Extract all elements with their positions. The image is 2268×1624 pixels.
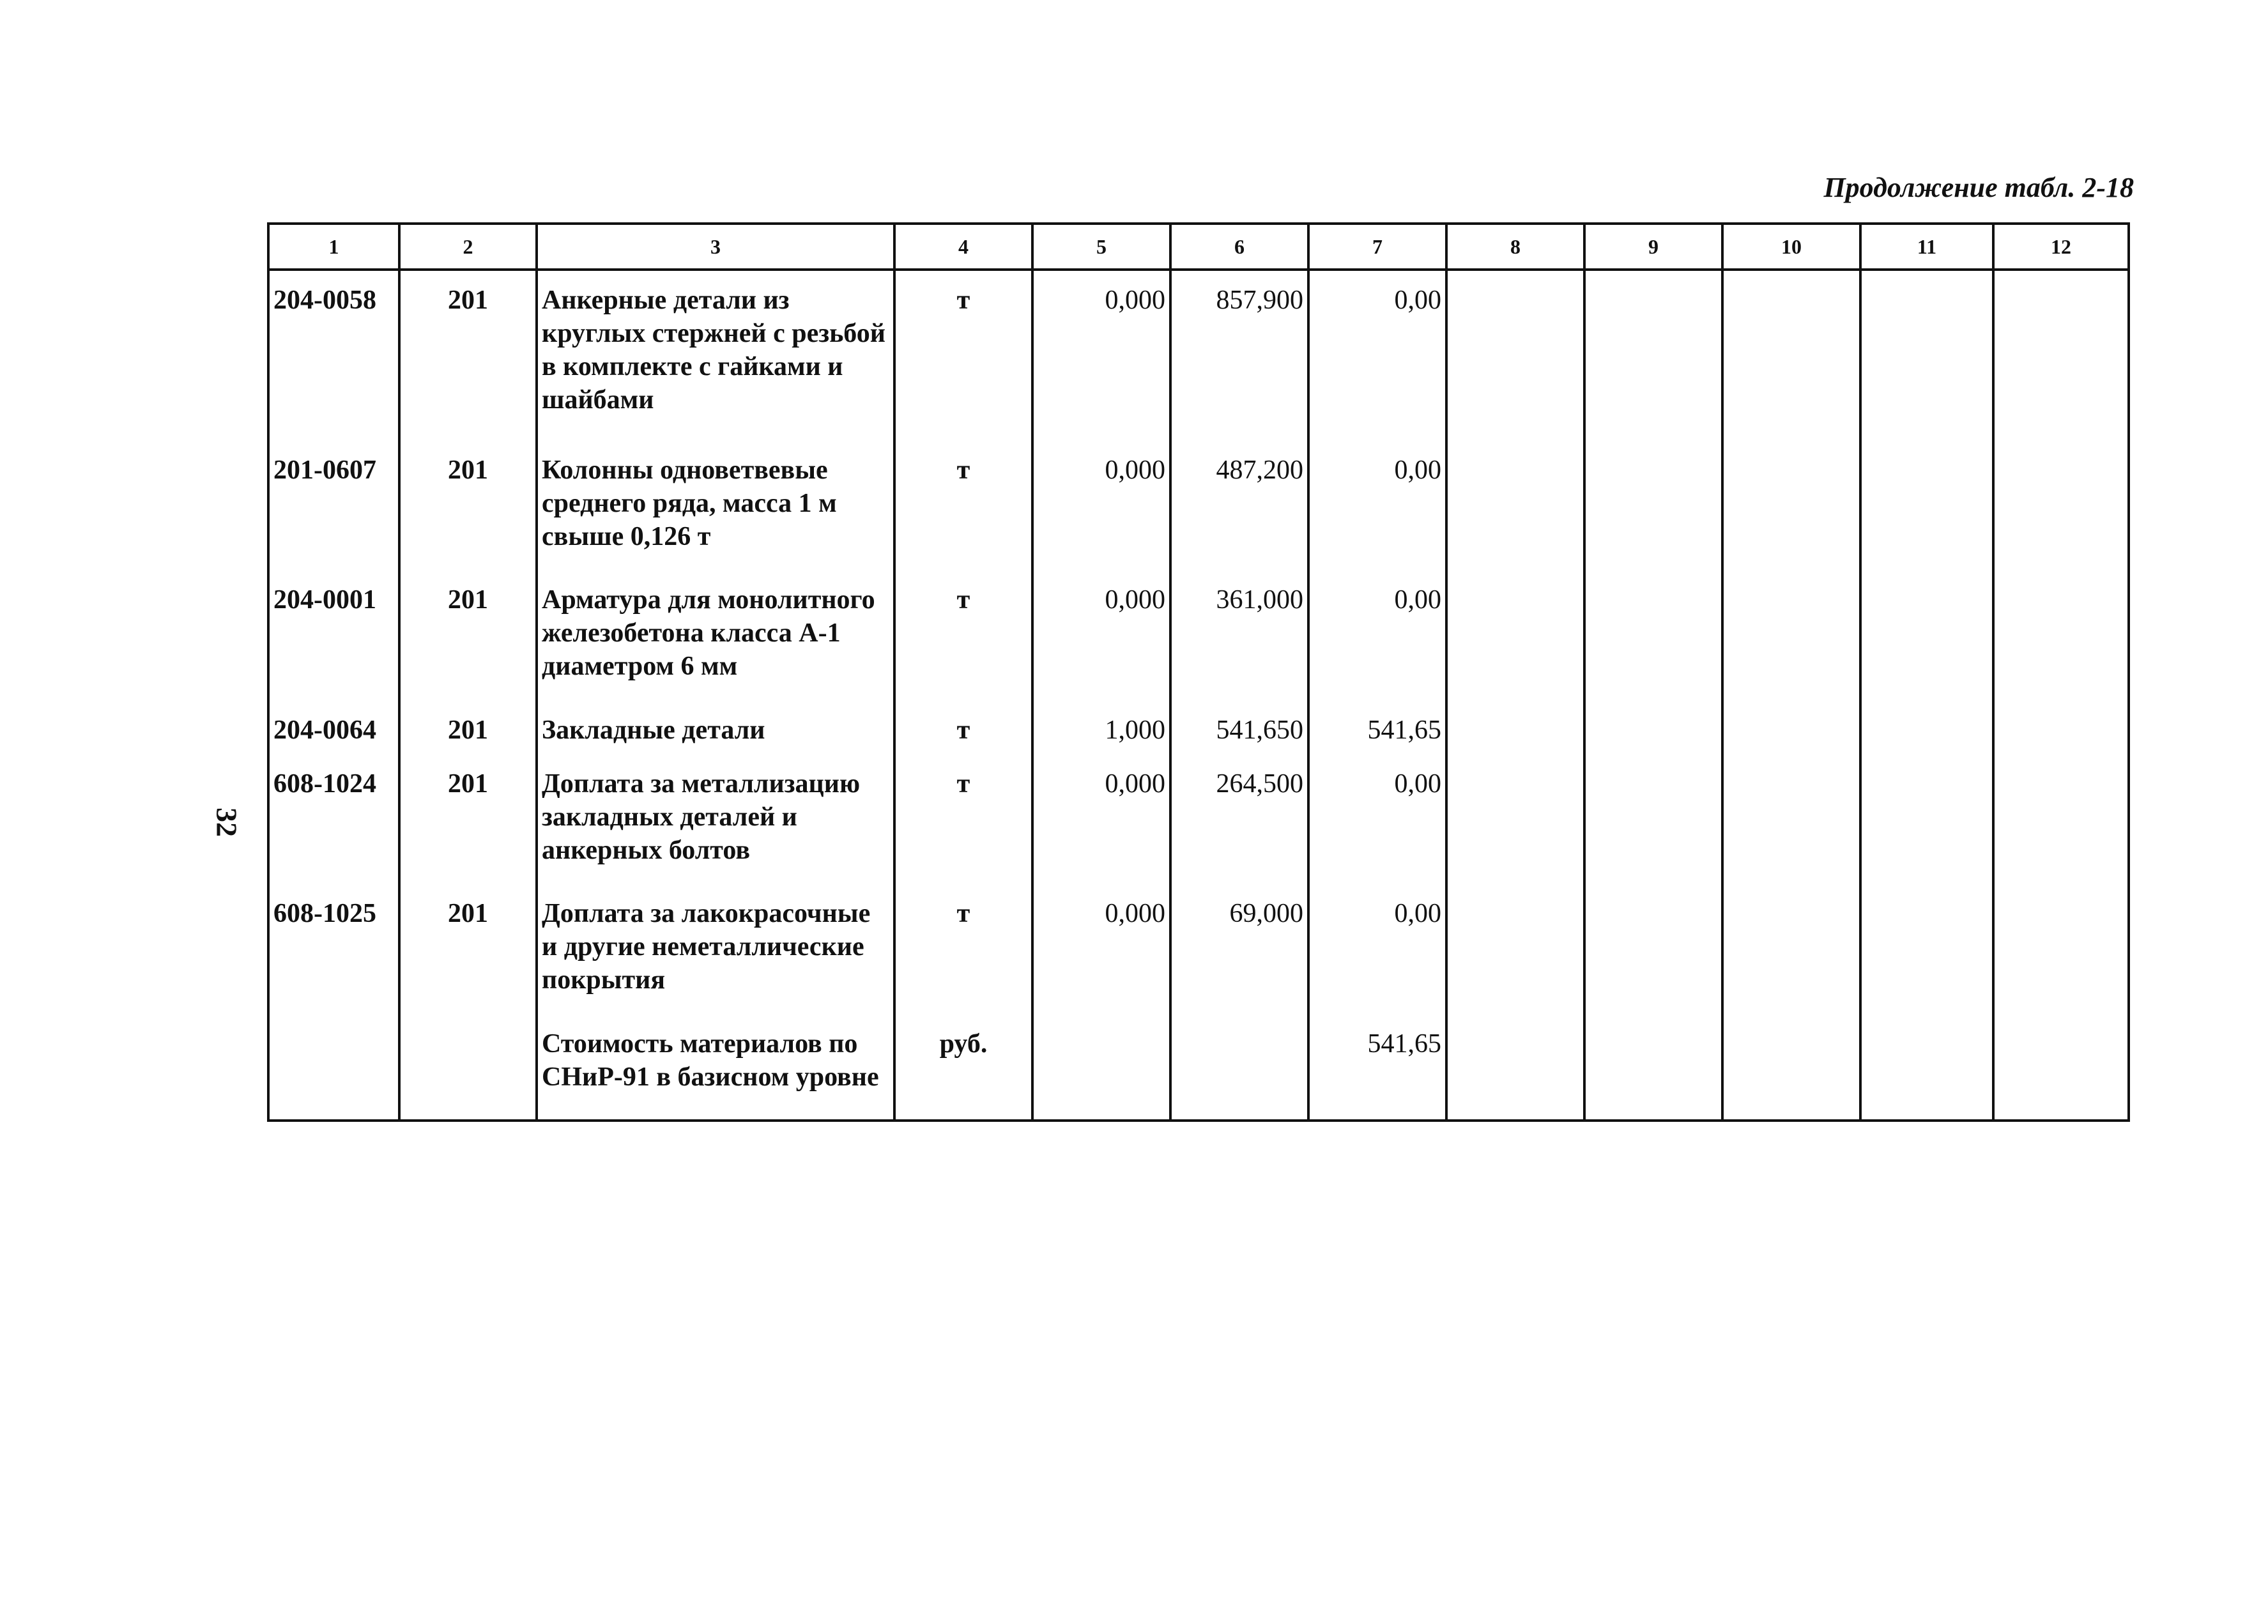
empty-cell xyxy=(1446,1119,1584,1121)
material-code: 608-1024 xyxy=(268,767,399,897)
empty-cell xyxy=(1722,714,1860,768)
column-6-value xyxy=(1170,1027,1308,1119)
unit: т xyxy=(894,714,1032,768)
column-2-value: 201 xyxy=(399,767,537,897)
empty-cell xyxy=(1993,714,2129,768)
unit: т xyxy=(894,270,1032,454)
material-name: Доплата за металлизацию закладных деталей и анкерных болтов xyxy=(537,767,894,897)
empty-cell xyxy=(1993,897,2129,1027)
empty-cell xyxy=(1860,714,1993,768)
column-header-9: 9 xyxy=(1584,224,1722,270)
column-header-3: 3 xyxy=(537,224,894,270)
empty-cell xyxy=(1584,1027,1722,1119)
empty-cell xyxy=(1722,583,1860,713)
empty-cell xyxy=(1993,270,2129,454)
empty-cell xyxy=(894,1119,1032,1121)
empty-cell xyxy=(537,1119,894,1121)
empty-cell xyxy=(1446,767,1584,897)
empty-cell xyxy=(1446,1027,1584,1119)
column-6-value: 541,650 xyxy=(1170,714,1308,768)
material-name: Анкерные детали из круглых стержней с резьбой в комплекте с гайками и шайбами xyxy=(537,270,894,454)
material-code: 201-0607 xyxy=(268,454,399,583)
empty-cell xyxy=(1860,897,1993,1027)
column-2-value: 201 xyxy=(399,583,537,713)
unit: т xyxy=(894,767,1032,897)
column-5-value: 0,000 xyxy=(1032,767,1170,897)
empty-cell xyxy=(1446,897,1584,1027)
table-row xyxy=(268,767,2129,897)
table-continuation-caption: Продолжение табл. 2-18 xyxy=(1823,172,2134,203)
empty-cell xyxy=(1722,454,1860,583)
column-header-12: 12 xyxy=(1993,224,2129,270)
empty-cell xyxy=(1993,454,2129,583)
empty-cell xyxy=(1860,270,1993,454)
column-header-4: 4 xyxy=(894,224,1032,270)
table-row xyxy=(268,583,2129,713)
empty-cell xyxy=(1584,897,1722,1027)
empty-cell xyxy=(1993,1027,2129,1119)
column-header-6: 6 xyxy=(1170,224,1308,270)
empty-cell xyxy=(1860,583,1993,713)
column-7-value: 541,65 xyxy=(1308,714,1446,768)
unit: т xyxy=(894,454,1032,583)
empty-cell xyxy=(399,1119,537,1121)
column-header-7: 7 xyxy=(1308,224,1446,270)
empty-cell xyxy=(1584,583,1722,713)
column-6-value: 857,900 xyxy=(1170,270,1308,454)
column-header-2: 2 xyxy=(399,224,537,270)
column-5-value: 0,000 xyxy=(1032,270,1170,454)
column-header-1: 1 xyxy=(268,224,399,270)
empty-cell xyxy=(1170,1119,1308,1121)
column-2-value xyxy=(399,1027,537,1119)
column-5-value: 0,000 xyxy=(1032,583,1170,713)
material-name: Доплата за лакокрасочные и другие неметаллические покрытия xyxy=(537,897,894,1027)
column-5-value xyxy=(1032,1027,1170,1119)
table-row xyxy=(268,714,2129,768)
empty-cell xyxy=(1584,767,1722,897)
empty-cell xyxy=(1722,897,1860,1027)
empty-cell xyxy=(1446,270,1584,454)
unit: т xyxy=(894,897,1032,1027)
empty-cell xyxy=(1860,1119,1993,1121)
column-5-value: 0,000 xyxy=(1032,897,1170,1027)
empty-cell xyxy=(1993,767,2129,897)
empty-cell xyxy=(1722,767,1860,897)
column-2-value: 201 xyxy=(399,454,537,583)
total-label: Стоимость материалов по СНиР-91 в базисном уровне xyxy=(537,1027,894,1119)
empty-cell xyxy=(1722,1119,1860,1121)
table-row-total xyxy=(268,1027,2129,1119)
material-name: Закладные детали xyxy=(537,714,894,768)
material-code: 204-0001 xyxy=(268,583,399,713)
column-header-11: 11 xyxy=(1860,224,1993,270)
empty-cell xyxy=(1584,454,1722,583)
page-number: 32 xyxy=(210,808,243,837)
empty-cell xyxy=(1722,270,1860,454)
table-bottom-filler xyxy=(268,1119,2129,1121)
material-code xyxy=(268,1027,399,1119)
column-header-10: 10 xyxy=(1722,224,1860,270)
empty-cell xyxy=(1860,767,1993,897)
column-2-value: 201 xyxy=(399,270,537,454)
material-name: Колонны одноветвевые среднего ряда, масса 1 м свыше 0,126 т xyxy=(537,454,894,583)
table-row xyxy=(268,454,2129,583)
empty-cell xyxy=(1584,270,1722,454)
table-row xyxy=(268,270,2129,454)
material-code: 608-1025 xyxy=(268,897,399,1027)
material-name: Арматура для монолитного железобетона класса А-1 диаметром 6 мм xyxy=(537,583,894,713)
column-2-value: 201 xyxy=(399,714,537,768)
empty-cell xyxy=(1584,1119,1722,1121)
column-2-value: 201 xyxy=(399,897,537,1027)
material-code: 204-0058 xyxy=(268,270,399,454)
material-code: 204-0064 xyxy=(268,714,399,768)
column-header-5: 5 xyxy=(1032,224,1170,270)
column-5-value: 0,000 xyxy=(1032,454,1170,583)
empty-cell xyxy=(1308,1119,1446,1121)
empty-cell xyxy=(1860,1027,1993,1119)
unit: руб. xyxy=(894,1027,1032,1119)
empty-cell xyxy=(1993,1119,2129,1121)
empty-cell xyxy=(1446,583,1584,713)
column-header-8: 8 xyxy=(1446,224,1584,270)
column-6-value: 487,200 xyxy=(1170,454,1308,583)
empty-cell xyxy=(1032,1119,1170,1121)
header-row xyxy=(268,224,2129,270)
empty-cell xyxy=(1722,1027,1860,1119)
empty-cell xyxy=(268,1119,399,1121)
materials-table xyxy=(267,222,2130,1122)
empty-cell xyxy=(1584,714,1722,768)
column-7-value: 0,00 xyxy=(1308,270,1446,454)
total-value: 541,65 xyxy=(1308,1027,1446,1119)
column-7-value: 0,00 xyxy=(1308,454,1446,583)
column-7-value: 0,00 xyxy=(1308,897,1446,1027)
column-6-value: 69,000 xyxy=(1170,897,1308,1027)
unit: т xyxy=(894,583,1032,713)
empty-cell xyxy=(1993,583,2129,713)
empty-cell xyxy=(1446,454,1584,583)
empty-cell xyxy=(1446,714,1584,768)
column-7-value: 0,00 xyxy=(1308,583,1446,713)
empty-cell xyxy=(1860,454,1993,583)
column-5-value: 1,000 xyxy=(1032,714,1170,768)
column-7-value: 0,00 xyxy=(1308,767,1446,897)
table-row xyxy=(268,897,2129,1027)
column-6-value: 361,000 xyxy=(1170,583,1308,713)
column-6-value: 264,500 xyxy=(1170,767,1308,897)
